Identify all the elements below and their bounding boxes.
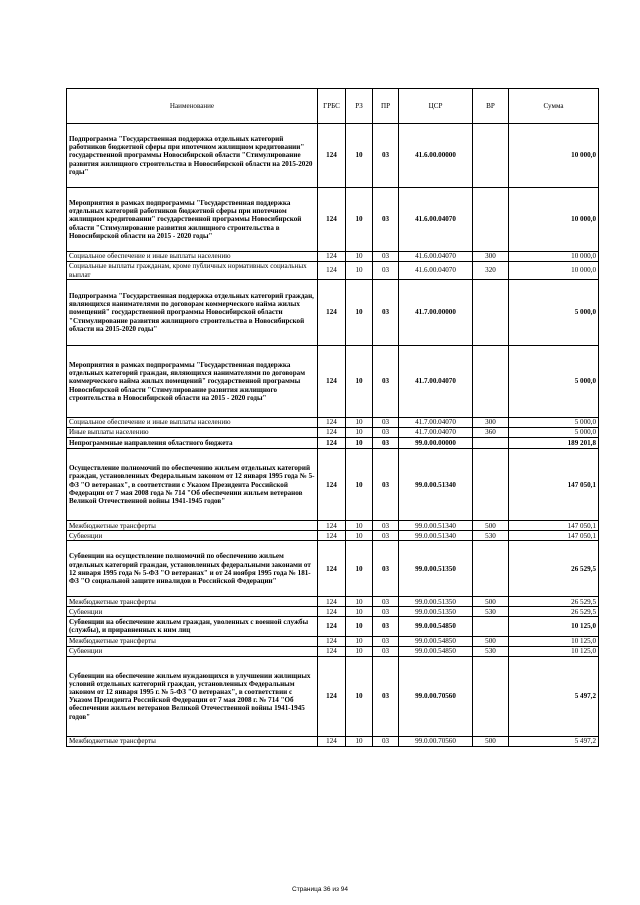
table-row (67, 531, 599, 541)
cell-grbs: 124 (318, 617, 346, 636)
cell-vr: 500 (473, 597, 509, 607)
cell-grbs: 124 (318, 280, 346, 346)
cell-rz: 10 (346, 531, 373, 541)
cell-rz: 10 (346, 280, 373, 346)
header-grbs: ГРБС (318, 89, 346, 124)
cell-vr (473, 541, 509, 597)
table-row (67, 428, 599, 438)
cell-grbs: 124 (318, 346, 346, 418)
cell-rz: 10 (346, 262, 373, 280)
cell-rz: 10 (346, 521, 373, 531)
cell-grbs: 124 (318, 418, 346, 428)
cell-sum: 26 529,5 (509, 541, 599, 597)
cell-vr (473, 449, 509, 521)
cell-vr: 530 (473, 607, 509, 617)
table-row (67, 280, 599, 346)
cell-sum: 5 000,0 (509, 428, 599, 438)
cell-sum: 10 000,0 (509, 124, 599, 188)
cell-csr: 41.7.00.04070 (399, 428, 473, 438)
cell-csr: 99.0.00.51350 (399, 607, 473, 617)
cell-csr: 99.0.00.51340 (399, 449, 473, 521)
cell-name: Непрограммные направления областного бюджета (67, 438, 318, 449)
table-row (67, 656, 599, 736)
cell-pr: 03 (373, 531, 399, 541)
cell-pr: 03 (373, 607, 399, 617)
cell-vr: 300 (473, 418, 509, 428)
cell-name: Подпрограмма "Государственная поддержка отдельных категорий граждан, являющихся нанимателями по договорам коммерческого найма жилых помещений" государственной программы Новосибирской области "Стимулирование развития жилищного строительства в Новосибирской области на 2015-2020 годы" (67, 280, 318, 346)
table-row (67, 646, 599, 656)
cell-vr (473, 346, 509, 418)
cell-vr: 300 (473, 252, 509, 262)
cell-sum: 10 000,0 (509, 188, 599, 252)
cell-rz: 10 (346, 541, 373, 597)
cell-grbs: 124 (318, 438, 346, 449)
table-row (67, 636, 599, 646)
cell-vr: 500 (473, 521, 509, 531)
cell-grbs: 124 (318, 736, 346, 746)
cell-rz: 10 (346, 418, 373, 428)
cell-csr: 99.0.00.51340 (399, 521, 473, 531)
cell-vr: 500 (473, 736, 509, 746)
table-row (67, 736, 599, 746)
cell-name: Субвенции (67, 646, 318, 656)
cell-name: Субвенции на обеспечение жильем граждан, уволенных с военной службы (службы), и приравненных к ним лиц (67, 617, 318, 636)
cell-grbs: 124 (318, 607, 346, 617)
cell-grbs: 124 (318, 656, 346, 736)
cell-pr: 03 (373, 636, 399, 646)
cell-pr: 03 (373, 656, 399, 736)
cell-csr: 41.6.00.04070 (399, 188, 473, 252)
cell-sum: 5 497,2 (509, 656, 599, 736)
cell-grbs: 124 (318, 531, 346, 541)
cell-rz: 10 (346, 736, 373, 746)
cell-pr: 03 (373, 438, 399, 449)
cell-rz: 10 (346, 428, 373, 438)
cell-vr (473, 188, 509, 252)
cell-name: Осуществление полномочий по обеспечению жильем отдельных категорий граждан, установленных Федеральным законом от 12 января 1995 года № 5-ФЗ "О ветеранах", в соответствии с Указом Президента Российской Федерации от 7 мая 2008 года № 714 "Об обеспечении жильем ветеранов Великой Отечественной войны 1941-1945 годов" (67, 449, 318, 521)
cell-name: Подпрограмма "Государственная поддержка отдельных категорий работников бюджетной сферы при ипотечном жилищном кредитовании" государственной программы Новосибирской области "Стимулирование развития жилищного строительства в Новосибирской области на 2015-2020 годы" (67, 124, 318, 188)
cell-name: Субвенции (67, 531, 318, 541)
budget-table (66, 88, 599, 747)
cell-rz: 10 (346, 646, 373, 656)
cell-vr (473, 438, 509, 449)
cell-name: Межбюджетные трансферты (67, 521, 318, 531)
table-row (67, 541, 599, 597)
cell-vr: 500 (473, 636, 509, 646)
cell-name: Субвенции (67, 607, 318, 617)
cell-grbs: 124 (318, 597, 346, 607)
cell-grbs: 124 (318, 124, 346, 188)
header-vr: ВР (473, 89, 509, 124)
cell-sum: 26 529,5 (509, 597, 599, 607)
table-row (67, 597, 599, 607)
cell-csr: 41.7.00.04070 (399, 346, 473, 418)
cell-rz: 10 (346, 449, 373, 521)
cell-csr: 99.0.00.70560 (399, 656, 473, 736)
cell-grbs: 124 (318, 252, 346, 262)
cell-vr: 530 (473, 531, 509, 541)
cell-rz: 10 (346, 188, 373, 252)
cell-vr: 360 (473, 428, 509, 438)
cell-vr (473, 656, 509, 736)
cell-rz: 10 (346, 636, 373, 646)
cell-sum: 147 050,1 (509, 521, 599, 531)
cell-name: Межбюджетные трансферты (67, 597, 318, 607)
cell-rz: 10 (346, 438, 373, 449)
cell-csr: 99.0.00.54850 (399, 646, 473, 656)
cell-grbs: 124 (318, 262, 346, 280)
table-row (67, 124, 599, 188)
cell-vr (473, 124, 509, 188)
table-row (67, 252, 599, 262)
cell-pr: 03 (373, 428, 399, 438)
cell-sum: 5 497,2 (509, 736, 599, 746)
cell-csr: 99.0.00.51350 (399, 597, 473, 607)
cell-sum: 10 125,0 (509, 617, 599, 636)
cell-vr: 530 (473, 646, 509, 656)
cell-grbs: 124 (318, 521, 346, 531)
header-pr: ПР (373, 89, 399, 124)
cell-sum: 189 201,8 (509, 438, 599, 449)
header-sum: Сумма (509, 89, 599, 124)
budget-table-container (66, 88, 598, 747)
cell-pr: 03 (373, 541, 399, 597)
cell-vr (473, 617, 509, 636)
cell-sum: 10 000,0 (509, 252, 599, 262)
cell-sum: 10 125,0 (509, 636, 599, 646)
table-row (67, 418, 599, 428)
table-row (67, 449, 599, 521)
cell-grbs: 124 (318, 646, 346, 656)
cell-pr: 03 (373, 449, 399, 521)
cell-name: Субвенции на обеспечение жильем нуждающихся в улучшении жилищных условий отдельных категорий граждан, установленных Федеральным законом от 12 января 1995 г. № 5-ФЗ "О ветеранах", в соответствии с Указом Президента Российской Федерации от 7 мая 2008 г. № 714 "Об обеспечении жильем ветеранов Великой Отечественной войны 1941-1945 годов" (67, 656, 318, 736)
page-number: Страница 36 из 94 (292, 886, 348, 893)
cell-csr: 99.0.00.54850 (399, 636, 473, 646)
table-header-row (67, 89, 599, 124)
table-row (67, 188, 599, 252)
cell-name: Иные выплаты населению (67, 428, 318, 438)
header-name: Наименование (67, 89, 318, 124)
table-row (67, 617, 599, 636)
cell-csr: 41.6.00.04070 (399, 252, 473, 262)
table-row (67, 521, 599, 531)
cell-csr: 41.7.00.04070 (399, 418, 473, 428)
cell-rz: 10 (346, 346, 373, 418)
cell-name: Мероприятия в рамках подпрограммы "Государственная поддержка отдельных категорий работников бюджетной сферы при ипотечном жилищном кредитовании" государственной программы Новосибирской области "Стимулирование развития жилищного строительства в Новосибирской области на 2015 - 2020 годы" (67, 188, 318, 252)
cell-grbs: 124 (318, 188, 346, 252)
cell-name: Межбюджетные трансферты (67, 736, 318, 746)
cell-csr: 99.0.00.00000 (399, 438, 473, 449)
cell-pr: 03 (373, 646, 399, 656)
cell-csr: 99.0.00.70560 (399, 736, 473, 746)
cell-pr: 03 (373, 346, 399, 418)
cell-vr (473, 280, 509, 346)
cell-pr: 03 (373, 521, 399, 531)
cell-grbs: 124 (318, 449, 346, 521)
cell-rz: 10 (346, 597, 373, 607)
cell-rz: 10 (346, 252, 373, 262)
cell-name: Социальные выплаты гражданам, кроме публичных нормативных социальных выплат (67, 262, 318, 280)
table-row (67, 262, 599, 280)
cell-name: Социальное обеспечение и иные выплаты населению (67, 418, 318, 428)
cell-sum: 26 529,5 (509, 607, 599, 617)
cell-rz: 10 (346, 656, 373, 736)
cell-vr: 320 (473, 262, 509, 280)
cell-name: Межбюджетные трансферты (67, 636, 318, 646)
cell-name: Социальное обеспечение и иные выплаты населению (67, 252, 318, 262)
cell-rz: 10 (346, 607, 373, 617)
cell-sum: 5 000,0 (509, 280, 599, 346)
cell-sum: 10 000,0 (509, 262, 599, 280)
cell-csr: 41.6.00.04070 (399, 262, 473, 280)
table-body (67, 124, 599, 747)
cell-sum: 147 050,1 (509, 531, 599, 541)
cell-pr: 03 (373, 252, 399, 262)
cell-pr: 03 (373, 617, 399, 636)
cell-grbs: 124 (318, 428, 346, 438)
cell-pr: 03 (373, 736, 399, 746)
cell-sum: 147 050,1 (509, 449, 599, 521)
cell-csr: 41.6.00.00000 (399, 124, 473, 188)
cell-rz: 10 (346, 617, 373, 636)
cell-pr: 03 (373, 124, 399, 188)
cell-rz: 10 (346, 124, 373, 188)
table-row (67, 607, 599, 617)
cell-pr: 03 (373, 262, 399, 280)
table-row (67, 438, 599, 449)
cell-grbs: 124 (318, 541, 346, 597)
cell-grbs: 124 (318, 636, 346, 646)
cell-csr: 99.0.00.51340 (399, 531, 473, 541)
cell-sum: 5 000,0 (509, 346, 599, 418)
header-csr: ЦСР (399, 89, 473, 124)
header-rz: РЗ (346, 89, 373, 124)
table-row (67, 346, 599, 418)
cell-csr: 99.0.00.54850 (399, 617, 473, 636)
cell-pr: 03 (373, 188, 399, 252)
cell-csr: 41.7.00.00000 (399, 280, 473, 346)
cell-name: Субвенции на осуществление полномочий по обеспечению жильем отдельных категорий граждан, установленных федеральными законами от 12 января 1995 года № 5-ФЗ "О ветеранах" и от 24 ноября 1995 года № 181-ФЗ "О социальной защите инвалидов в Российской Федерации" (67, 541, 318, 597)
cell-sum: 10 125,0 (509, 646, 599, 656)
cell-pr: 03 (373, 280, 399, 346)
cell-pr: 03 (373, 418, 399, 428)
cell-sum: 5 000,0 (509, 418, 599, 428)
cell-csr: 99.0.00.51350 (399, 541, 473, 597)
cell-name: Мероприятия в рамках подпрограммы "Государственная поддержка отдельных категорий граждан, являющихся нанимателями по договорам коммерческого найма жилых помещений" государственной программы Новосибирской области "Стимулирование развития жилищного строительства в Новосибирской области на 2015 - 2020 годы" (67, 346, 318, 418)
cell-pr: 03 (373, 597, 399, 607)
